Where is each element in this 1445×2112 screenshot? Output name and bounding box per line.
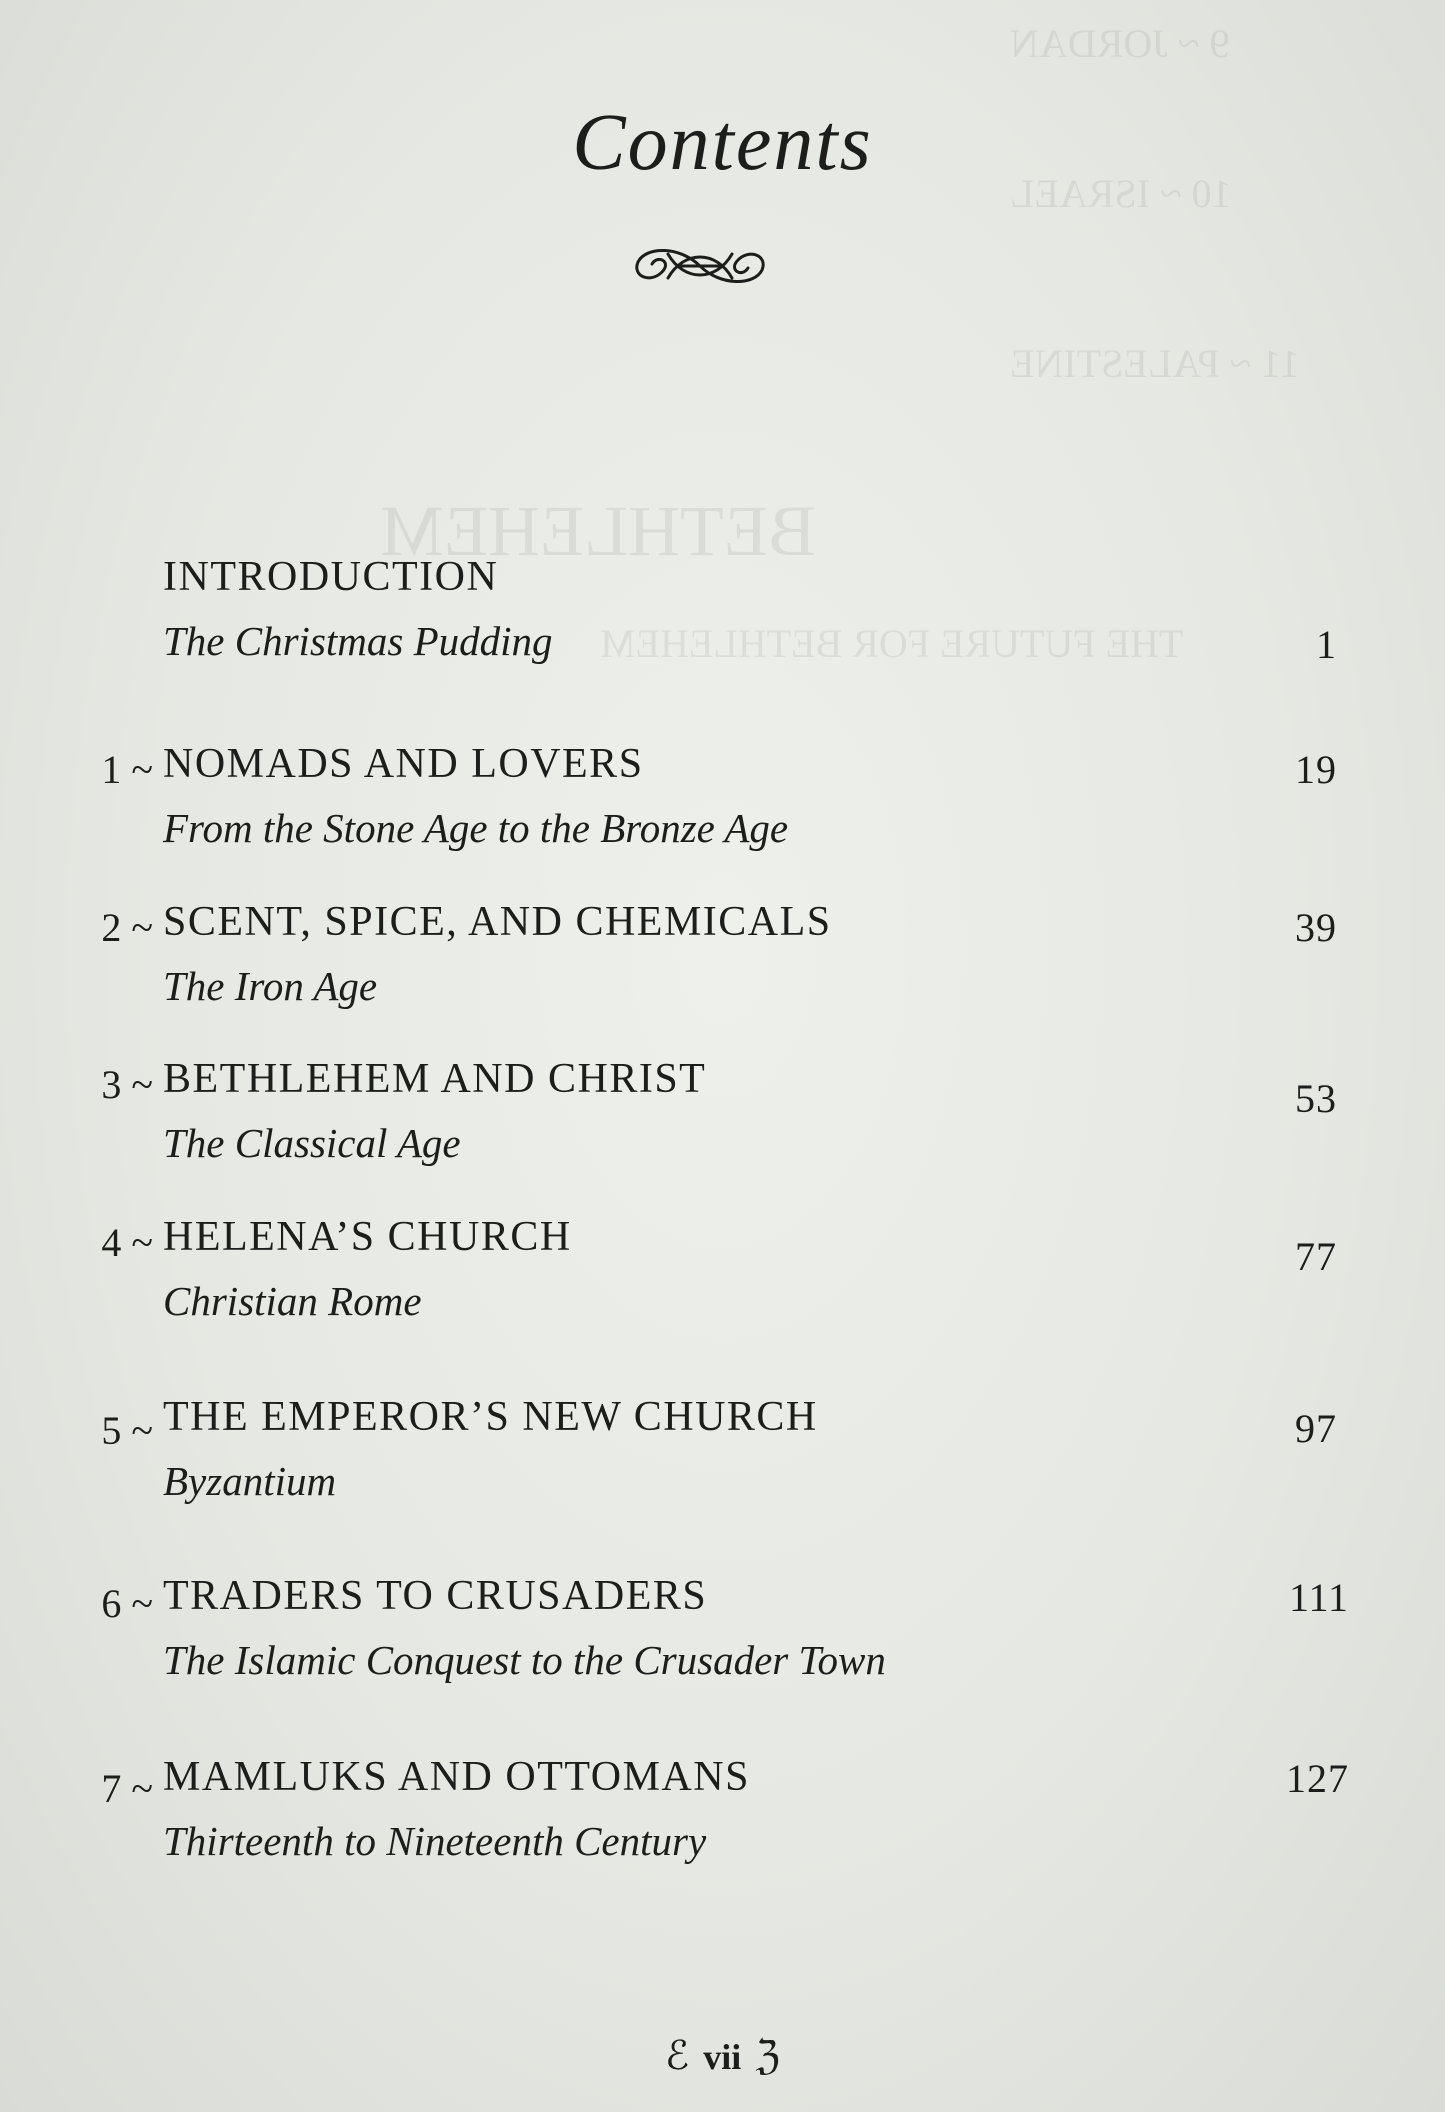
chapter-subtitle: From the Stone Age to the Bronze Age (163, 805, 789, 851)
chapter-subtitle: The Iron Age (163, 963, 378, 1009)
chapter-subtitle: The Islamic Conquest to the Crusader Town (163, 1637, 886, 1683)
show-through-text: THE FUTURE FOR BETHLEHEM (600, 621, 1184, 666)
show-through-text: BETHLEHEM (380, 491, 816, 571)
show-through-text: 11 ~ PALESTINE (1010, 341, 1300, 386)
chapter-title: THE EMPEROR’S NEW CHURCH (163, 1394, 818, 1440)
chapter-subtitle: Christian Rome (163, 1278, 422, 1324)
chapter-number: 5 ~ (101, 1408, 153, 1453)
chapter-subtitle: Byzantium (163, 1458, 337, 1504)
page-number: 53 (1295, 1076, 1337, 1121)
show-through-text: 10 ~ ISRAEL (1010, 171, 1232, 216)
chapter-number: 4 ~ (101, 1220, 153, 1265)
page-number: 19 (1295, 747, 1337, 792)
chapter-title: TRADERS TO CRUSADERS (163, 1573, 708, 1619)
chapter-subtitle: The Christmas Pudding (163, 618, 553, 664)
flourish-ornament-icon (628, 238, 772, 294)
chapter-number: 2 ~ (101, 905, 153, 950)
chapter-number: 1 ~ (101, 747, 153, 792)
chapter-title: HELENA’S CHURCH (163, 1214, 572, 1260)
chapter-title: SCENT, SPICE, AND CHEMICALS (163, 899, 832, 945)
chapter-subtitle: Thirteenth to Nineteenth Century (163, 1818, 707, 1864)
left-ornament-icon: ℰ (665, 2033, 690, 2078)
chapter-subtitle: The Classical Age (163, 1120, 461, 1166)
chapter-title: NOMADS AND LOVERS (163, 741, 644, 787)
chapter-title: INTRODUCTION (163, 554, 499, 600)
page-folio (0, 2032, 1445, 2079)
page-number: 127 (1286, 1756, 1349, 1801)
show-through-text: 9 ~ JORDAN (1010, 21, 1230, 66)
chapter-number: 7 ~ (101, 1766, 153, 1811)
chapter-number: 6 ~ (101, 1581, 153, 1626)
chapter-title: BETHLEHEM AND CHRIST (163, 1056, 707, 1102)
page-title: Contents (572, 99, 873, 187)
page-number: 97 (1295, 1406, 1337, 1451)
chapter-title: MAMLUKS AND OTTOMANS (163, 1754, 750, 1800)
page-number: 77 (1295, 1234, 1337, 1279)
page-number: 39 (1295, 905, 1337, 950)
page-number: 1 (1316, 622, 1337, 667)
folio-number: vii (703, 2037, 742, 2077)
chapter-number: 3 ~ (101, 1062, 153, 1107)
right-ornament-icon: ℨ (755, 2033, 780, 2078)
page-number: 111 (1288, 1575, 1349, 1620)
